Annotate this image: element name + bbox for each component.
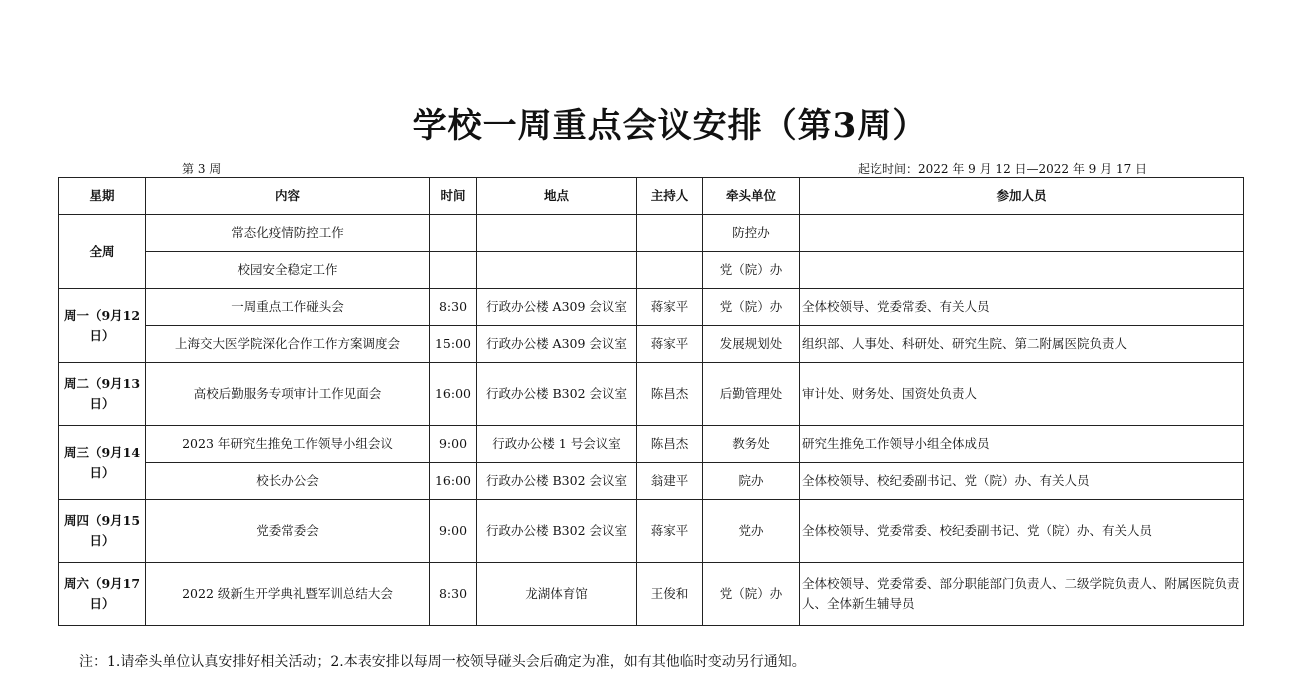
table-row (59, 215, 1244, 252)
time-cell: 9:00 (430, 426, 477, 463)
content-cell: 校长办公会 (146, 463, 430, 500)
header-content: 内容 (146, 178, 430, 215)
lead-cell: 党（院）办 (703, 289, 800, 326)
day-cell: 全周 (59, 215, 146, 289)
place-cell: 行政办公楼 B302 会议室 (477, 500, 637, 563)
header-place: 地点 (477, 178, 637, 215)
place-cell: 行政办公楼 B302 会议室 (477, 463, 637, 500)
day-cell: 周二（9月13日） (59, 363, 146, 426)
place-cell: 行政办公楼 1 号会议室 (477, 426, 637, 463)
host-cell: 王俊和 (637, 563, 703, 626)
time-cell (430, 252, 477, 289)
lead-cell: 院办 (703, 463, 800, 500)
attendees-cell: 全体校领导、校纪委副书记、党（院）办、有关人员 (800, 463, 1244, 500)
place-cell: 行政办公楼 A309 会议室 (477, 326, 637, 363)
lead-cell: 后勤管理处 (703, 363, 800, 426)
content-cell: 2022 级新生开学典礼暨军训总结大会 (146, 563, 430, 626)
week-label: 第 3 周 (182, 162, 222, 176)
time-cell: 16:00 (430, 363, 477, 426)
table-row (59, 252, 1244, 289)
header-time: 时间 (430, 178, 477, 215)
lead-cell: 防控办 (703, 215, 800, 252)
lead-cell: 党（院）办 (703, 252, 800, 289)
place-cell: 行政办公楼 B302 会议室 (477, 363, 637, 426)
table-row (59, 289, 1244, 326)
host-cell: 蒋家平 (637, 500, 703, 563)
attendees-cell: 审计处、财务处、国资处负责人 (800, 363, 1244, 426)
host-cell: 翁建平 (637, 463, 703, 500)
table-row (59, 563, 1244, 626)
attendees-cell: 全体校领导、党委常委、校纪委副书记、党（院）办、有关人员 (800, 500, 1244, 563)
time-cell (430, 215, 477, 252)
host-cell: 陈昌杰 (637, 426, 703, 463)
day-cell: 周六（9月17日） (59, 563, 146, 626)
day-cell: 周四（9月15日） (59, 500, 146, 563)
host-cell: 陈昌杰 (637, 363, 703, 426)
content-cell: 一周重点工作碰头会 (146, 289, 430, 326)
schedule-table (58, 177, 1244, 626)
table-row (59, 426, 1244, 463)
footer-note: 注：1.请牵头单位认真安排好相关活动；2.本表安排以每周一校领导碰头会后确定为准，如有其他临时变动另行通知。 (79, 654, 806, 670)
content-cell: 上海交大医学院深化合作工作方案调度会 (146, 326, 430, 363)
time-cell: 8:30 (430, 289, 477, 326)
lead-cell: 党（院）办 (703, 563, 800, 626)
place-cell: 行政办公楼 A309 会议室 (477, 289, 637, 326)
content-cell: 高校后勤服务专项审计工作见面会 (146, 363, 430, 426)
attendees-cell (800, 215, 1244, 252)
host-cell (637, 252, 703, 289)
day-cell: 周三（9月14日） (59, 426, 146, 500)
content-cell: 2023 年研究生推免工作领导小组会议 (146, 426, 430, 463)
page-title: 学校一周重点会议安排（第3周） (412, 106, 928, 146)
table-row (59, 500, 1244, 563)
header-lead: 牵头单位 (703, 178, 800, 215)
content-cell: 常态化疫情防控工作 (146, 215, 430, 252)
date-range: 起讫时间：2022 年 9 月 12 日—2022 年 9 月 17 日 (858, 162, 1148, 176)
day-cell: 周一（9月12日） (59, 289, 146, 363)
header-row (59, 178, 1244, 215)
time-cell: 9:00 (430, 500, 477, 563)
content-cell: 校园安全稳定工作 (146, 252, 430, 289)
table-row (59, 363, 1244, 426)
host-cell: 蒋家平 (637, 326, 703, 363)
place-cell (477, 252, 637, 289)
lead-cell: 发展规划处 (703, 326, 800, 363)
time-cell: 16:00 (430, 463, 477, 500)
attendees-cell: 组织部、人事处、科研处、研究生院、第二附属医院负责人 (800, 326, 1244, 363)
place-cell: 龙湖体育馆 (477, 563, 637, 626)
table-row (59, 326, 1244, 363)
lead-cell: 教务处 (703, 426, 800, 463)
header-attendees: 参加人员 (800, 178, 1244, 215)
header-day: 星期 (59, 178, 146, 215)
table-row (59, 463, 1244, 500)
attendees-cell: 研究生推免工作领导小组全体成员 (800, 426, 1244, 463)
content-cell: 党委常委会 (146, 500, 430, 563)
time-cell: 15:00 (430, 326, 477, 363)
lead-cell: 党办 (703, 500, 800, 563)
host-cell: 蒋家平 (637, 289, 703, 326)
attendees-cell: 全体校领导、党委常委、部分职能部门负责人、二级学院负责人、附属医院负责人、全体新生辅导员 (800, 563, 1244, 626)
header-host: 主持人 (637, 178, 703, 215)
attendees-cell: 全体校领导、党委常委、有关人员 (800, 289, 1244, 326)
attendees-cell (800, 252, 1244, 289)
time-cell: 8:30 (430, 563, 477, 626)
place-cell (477, 215, 637, 252)
host-cell (637, 215, 703, 252)
